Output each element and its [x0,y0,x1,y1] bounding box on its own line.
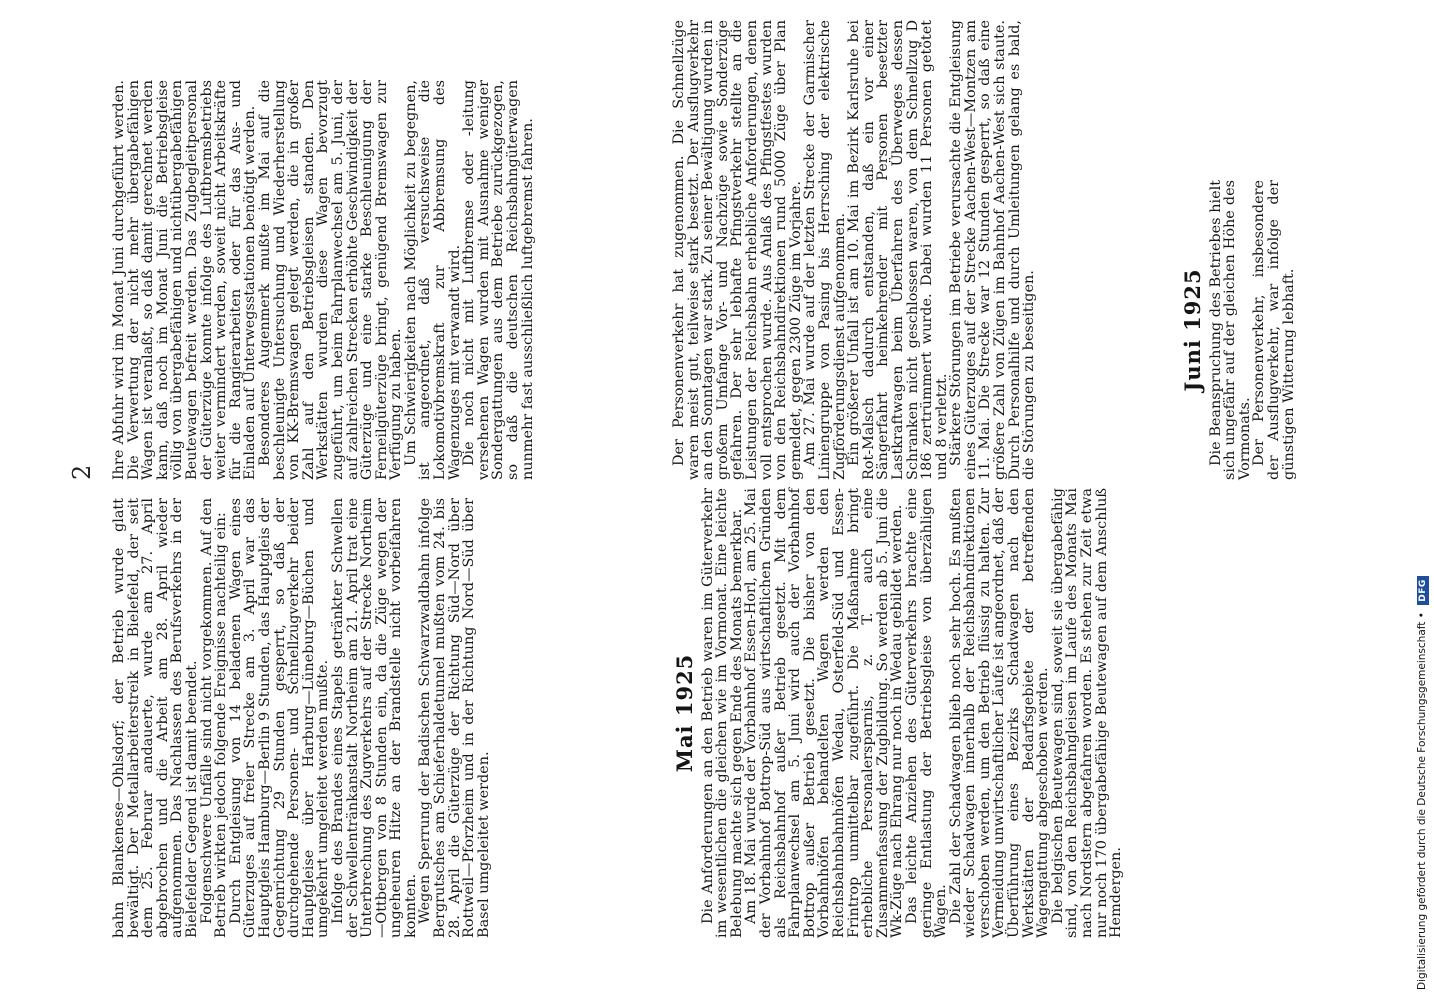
footer-text: Digitalisierung gefördert durch die Deutsche Forschungsgemeinschaft • [1416,612,1428,990]
paragraph: Durch Entgleisung von 14 beladenen Wagen eines Güterzuges auf freier Strecke am 3. April war das Hauptgleis Hamburg—Berlin 9 Stunden, das Hauptgleis der Gegenrichtung 29 Stunden gesperrt, so daß der durchgehende Personen- und Schnellzugverkehr beider Hauptgleise über Harburg—Lüneburg—Büchen und umgekehrt umgeleitet werden mußte. [227,498,332,938]
paragraph: Die Zahl der Schadwagen blieb noch sehr hoch. Es mußten wieder Schadwagen innerhalb der Reichsbahndirektionen verschoben werden, um den Betrieb flüssig zu halten. Zur Vermeidung unwirtschaftlicher Läufe ist angeordnet, daß der Überführung eines Bezirks Schadwagen nach den Werkstätten der Bedarfsgebiete der betreffenden Wagengattung abgeschoben werden. [947,488,1052,938]
page-number: 2 [68,464,96,480]
text-column-mai [672,488,1124,938]
digitization-footer [1416,576,1429,990]
paragraph: Am 18. Mai wurde der Vorbahnhof Essen-Horl, am 25. Mai der Vorbahnhof Bottrop-Süd aus wirtschaftlichen Gründen als Reichsbahnhof außer Betrieb gesetzt. Mit dem Fahrplanwechsel am 5. Juni wird auch der Vorbahnhof Bottrop außer Betrieb gesetzt. Die bisher von den Vorbahnhöfen behandelten Wagen werden den Reichsbahnbahnhöfen Wedau, Osterfeld-Süd und Essen-Frintrop unmittelbar zugeführt. Die Maßnahme bringt erhebliche Personalersparnis, z. T. auch eine Zusammenfassung der Zugbildung. So werden ab 5. Juni die Wk-Züge nach Ehrang nur noch in Wedau gebildet werden. [743,488,906,938]
paragraph: Ein größerer Unfall ist am 10. Mai im Bezirk Karlsruhe bei Rot-Malsch dadurch entstanden, daß ein vor einer Sängerfahrt heimkehrender mit Personen besetzter Lastkraftwagen beim Überfahren des Überweges dessen Schranken nicht geschlossen waren, von dem Schnellzug D 186 zertrümmert wurde. Dabei wurden 11 Personen getötet und 8 verletzt. [846,20,950,480]
section-heading-mai-1925: Mai 1925 [672,653,697,773]
paragraph: Wegen Sperrung der Badischen Schwarzwaldbahn infolge Bergrutsches am Schieferhaldetunnel mußten vom 24. bis 28. April die Güterzüge der Richtung Süd—Nord über Rottweil—Pforzheim und in der Richtung Nord—Süd über Basel umgeleitet werden. [417,498,492,938]
paragraph: Die Beanspruchung des Betriebes hielt sich ungefähr auf der gleichen Höhe des Vormonats. [1207,180,1253,480]
paragraph: Die Anforderungen an den Betrieb waren im Güterverkehr im wesentlichen die gleichen wie im Vormonat. Eine leichte Belebung machte sich gegen Ende des Monats bemerkbar. [699,488,745,938]
paragraph: Am 27. Mai wurde auf der letzten Strecke der Garmischer Liniengruppe von Pasing bis Herrsching der elektrische Zugförderungsdienst aufgenommen. [802,20,848,480]
paragraph: Der Personenverkehr hat zugenommen. Die Schnellzüge waren meist gut, teilweise stark besetzt. Der Ausflugverkehr an den Sonntagen war stark. Zu seiner Bewältigung wurden in großem Umfange Vor- und Nachzüge sowie Sonderzüge gefahren. Der sehr lebhafte Pfingstverkehr stellte an die Leistungen der Reichsbahn erhebliche Anforderungen, denen voll entsprochen wurde. Aus Anlaß des Pfingstfestes wurden von den Reichsbahndirektionen rund 5000 Züge über Plan gemeldet, gegen 2300 Züge im Vorjahre. [671,20,804,480]
paragraph: Das leichte Anziehen des Güterverkehrs brachte eine geringe Entlastung der Betriebsgleise von überzähligen Wagen. [903,488,950,938]
paragraph: Die belgischen Beutewagen sind, soweit sie übergabefähig sind, von den Reichsbahngleisen im Laufe des Monats Mai nach Nordstern abgefahren worden. Es stehen zur Zeit etwa nur noch 170 übergabefähige Beutewagen auf dem Anschluß Hemdergen. [1049,488,1125,938]
paragraph: Der Personenverkehr, insbesondere der Ausflugverkehr, war infolge der günstigen Witterung lebhaft. [1251,180,1297,480]
paragraph: Stärkere Störungen im Betriebe verursachte die Entgleisung eines Güterzuges auf der Strecke Aachen-West—Montzen am 11. Mai. Die Strecke war 12 Stunden gesperrt, so daß eine größere Zahl von Zügen im Bahnhof Aachen-West sich staute. Durch Personalhilfe und durch Umleitungen gelang es bald, die Störungen zu beseitigen. [948,20,1038,480]
paragraph: Ihre Abfuhr wird im Monat Juni durchgeführt werden. Die Verwertung der nicht mehr übergabefähigen Wagen ist veranlaßt, so daß damit gerechnet werden kann, daß noch im Monat Juni die Betriebsgleise völlig von übergabefähigen und nichtübergabefähigen Beutewagen befreit werden. Das Zugbegleitpersonal der Güterzüge konnte infolge des Luftbremsbetriebs weiter vermindert werden, soweit nicht Arbeitskräfte für die Rangierarbeiten oder für das Aus- und Einladen auf Unterwegsstationen benötigt werden. [111,80,259,480]
paragraph: Folgenschwere Unfälle sind nicht vorgekommen. Auf den Betrieb wirkten jedoch folgende Ereignisse nachteilig ein: [198,498,230,938]
paragraph: Die noch nicht mit Luftbremse oder -leitung versehenen Wagen wurden mit Ausnahme weniger Sondergattungen aus dem Betriebe zurückgezogen, so daß die deutschen Reichsbahngüterwagen nunmehr fast ausschließlich luftgebremst fahren. [461,80,536,480]
text-column-upper-left [112,498,491,938]
text-column-juni [1180,180,1296,480]
paragraph: Infolge des Brandes eines Stapels getränkter Schwellen der Schwellentränkanstalt Northeim am 21. April trat eine Unterbrechung des Zugverkehrs auf der Strecke Northeim—Ottbergen von 8 Stunden ein, da die Züge wegen der ungeheuren Hitze an der Brandstelle nicht vorbeifahren konnten. [329,498,419,938]
text-column-lower-right [672,20,1037,480]
dfg-logo: DFG [1417,576,1429,605]
paragraph: Besonderes Augenmerk mußte im Mai auf die beschleunigte Untersuchung und Wiederherstellung von KK-Bremswagen gelegt werden, die in großer Zahl auf den Betriebsgleisen standen. Den Werkstätten wurden diese Wagen bevorzugt zugeführt, um beim Fahrplanwechsel am 5. Juni, der auf zahlreichen Strecken erhöhte Geschwindigkeit der Güterzüge und eine starke Beschleunigung der Ferneilgüterzüge bringt, genügend Bremswagen zur Verfügung zu haben. [256,80,405,480]
paragraph: Um Schwierigkeiten nach Möglichkeit zu begegnen, ist angeordnet, daß versuchsweise die Lokomotivbremskraft zur Abbremsung des Wagenzuges mit verwandt wird. [402,80,463,480]
text-column-upper-right [112,80,535,480]
section-heading-juni-1925: Juni 1925 [1180,268,1205,392]
paragraph: bahn Blankenese—Ohlsdorf; der Betrieb wurde glatt bewältigt. Der Metallarbeiterstreik in Bielefeld, der seit dem 25. Februar andauerte, wurde am 27. April abgebrochen und die Arbeit am 28. April wieder aufgenommen. Das Nachlassen des Berufsverkehrs in der Bielefelder Gegend ist damit beendet. [111,498,200,938]
